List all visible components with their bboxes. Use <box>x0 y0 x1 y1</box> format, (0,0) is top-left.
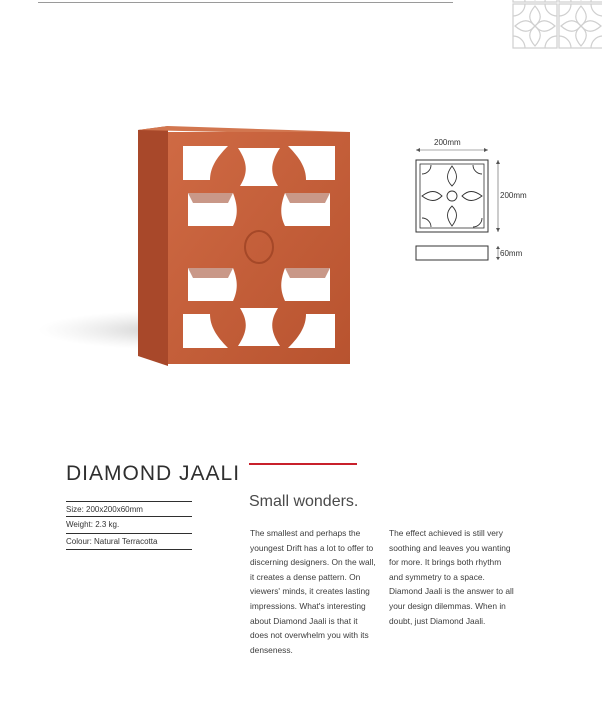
spec-divider <box>66 533 192 534</box>
top-divider <box>38 2 453 3</box>
spec-colour: Colour: Natural Terracotta <box>66 537 158 546</box>
dimension-drawing <box>412 138 562 268</box>
spec-divider <box>66 549 192 550</box>
width-label: 200mm <box>434 138 461 147</box>
product-image <box>38 118 388 373</box>
spec-size: Size: 200x200x60mm <box>66 505 143 514</box>
description-right: The effect achieved is still very soothing and leaves you wanting for more. It brings both rhythm and symmetry to a space. Diamond Jaali is the answer to all your design dilemmas. When in doubt, just Diamond Jaali. <box>389 528 514 626</box>
product-subtitle: Small wonders. <box>249 493 359 510</box>
product-title: DIAMOND JAALI <box>66 462 241 485</box>
depth-label: 60mm <box>500 249 523 258</box>
spec-divider <box>66 501 192 502</box>
spec-weight: Weight: 2.3 kg. <box>66 520 120 529</box>
decorative-pattern <box>512 0 602 50</box>
title-accent-line <box>249 463 357 465</box>
spec-divider <box>66 516 192 517</box>
description-left: The smallest and perhaps the youngest Drift has a lot to offer to discerning designers. On the wall, it creates a dense pattern. On viewers' minds, it creates lasting impressions. What's interesting about Diamond Jaali is that it does not overwhelm you with its denseness. <box>250 528 376 655</box>
height-label: 200mm <box>500 191 527 200</box>
